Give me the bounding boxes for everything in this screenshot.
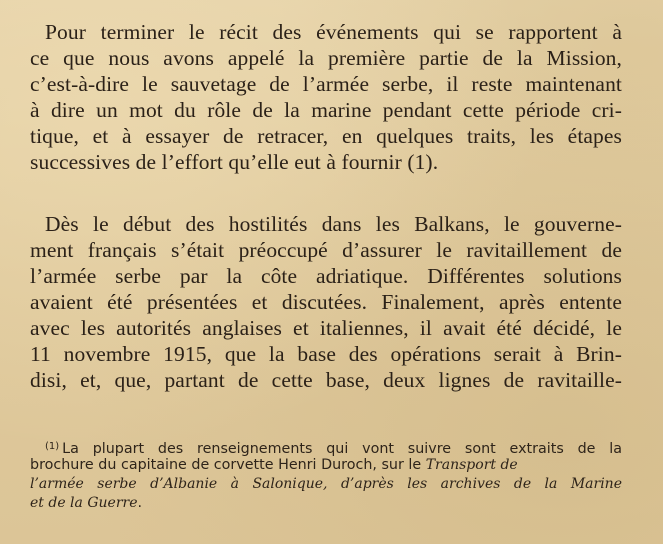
text-line: successives de l’effort qu’elle eut à fournir (1).	[30, 150, 439, 174]
footnote-line	[30, 437, 622, 456]
footnote	[30, 437, 622, 513]
text-line: disi, et, que, partant de cette base, deux lignes de ravitaille-	[30, 368, 622, 392]
text-line: ment français s’était préoccupé d’assurer le ravitaillement de	[30, 238, 622, 262]
footnote-text: La plupart des renseignements qui vont suivre sont extraits de la	[62, 441, 622, 457]
footnote-title-italic: et de la	[30, 495, 88, 511]
footnote-line	[30, 456, 622, 475]
footnote-line	[30, 494, 622, 513]
text-line: Pour terminer le récit des événements qui se rapportent à	[45, 20, 622, 44]
text-line: 11 novembre 1915, que la base des opérations serait à Brin-	[30, 342, 622, 366]
footnote-text: brochure du capitaine de corvette Henri Duroch, sur le	[30, 457, 426, 473]
text-line: Dès le début des hostilités dans les Balkans, le gouverne-	[45, 212, 622, 236]
footnote-title-italic: Guerre	[87, 495, 138, 511]
text-line: à dire un mot du rôle de la marine pendant cette période cri-	[30, 98, 622, 122]
footnote-text: .	[137, 495, 143, 511]
paragraph-2	[30, 211, 622, 393]
text-line: avec les autorités anglaises et italiennes, il avait été décidé, le	[30, 316, 622, 340]
text-line: ce que nous avons appelé la première partie de la Mission,	[30, 46, 622, 70]
text-line: l’armée serbe par la côte adriatique. Différentes solutions	[30, 264, 622, 288]
footnote-marker: (1)	[45, 441, 60, 452]
footnote-title-italic: Transport de	[425, 457, 518, 473]
text-line: c’est-à-dire le sauvetage de l’armée serbe, il reste maintenant	[30, 72, 622, 96]
text-line: avaient été présentées et discutées. Finalement, après entente	[30, 290, 622, 314]
footnote-line	[30, 475, 622, 494]
paragraph-1	[30, 19, 622, 175]
text-line: tique, et à essayer de retracer, en quelques traits, les étapes	[30, 124, 622, 148]
footnote-title-italic: l’armée serbe d’Albanie à Salonique, d’après les archives de la Marine	[30, 476, 622, 492]
